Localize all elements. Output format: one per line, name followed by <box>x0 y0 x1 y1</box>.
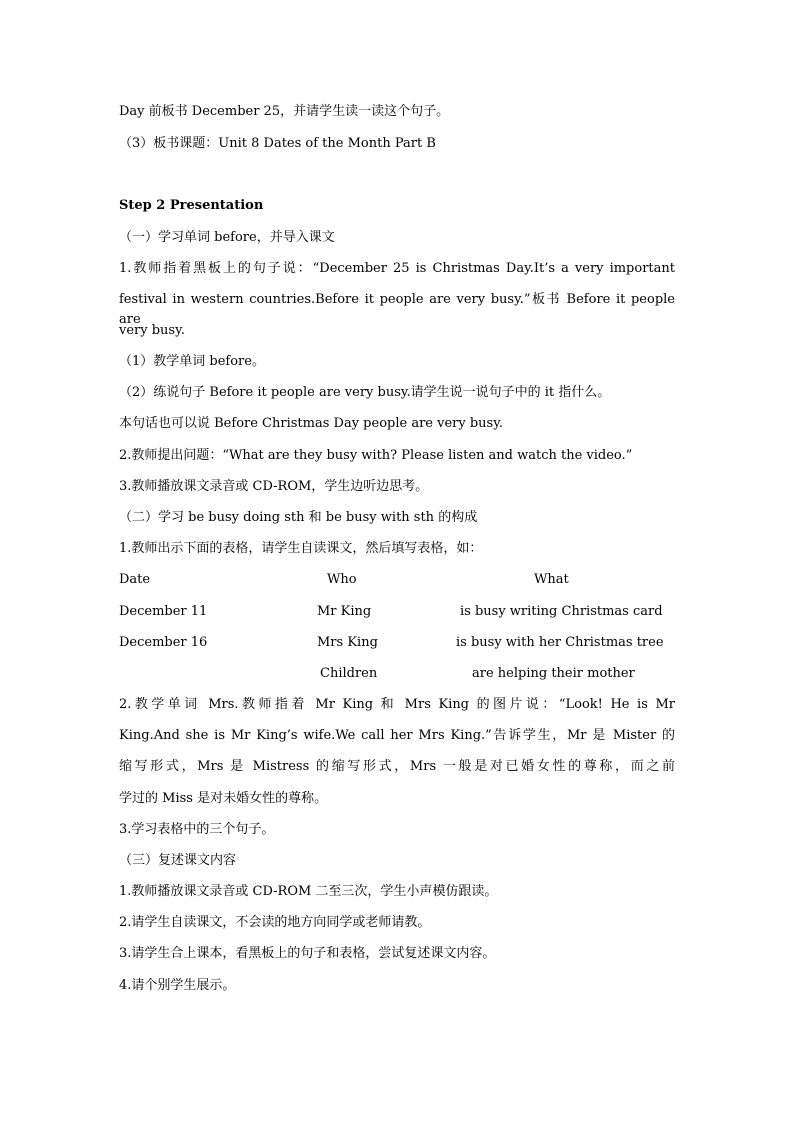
paragraph-line: Day 前板书 December 25，并请学生读一读这个句子。 <box>119 104 450 119</box>
paragraph-line: 缩写形式，Mrs 是 Mistress 的缩写形式，Mrs 一般是对已婚女性的尊称，而之前 <box>119 759 675 774</box>
paragraph-line: 4.请个别学生展示。 <box>119 978 236 993</box>
paragraph-line: 学过的 Miss 是对未婚女性的尊称。 <box>119 791 328 806</box>
paragraph-line: 2.请学生自读课文，不会读的地方向同学或老师请教。 <box>119 915 431 930</box>
table-cell: is busy with her Christmas tree <box>456 635 664 650</box>
paragraph-line: 1.教师播放课文录音或 CD-ROM 二至三次，学生小声模仿跟读。 <box>119 884 498 899</box>
table-header-who: Who <box>327 572 357 587</box>
paragraph-line: 3.学习表格中的三个句子。 <box>119 822 275 837</box>
table-cell: Children <box>320 666 378 681</box>
subsection-heading: （三）复述课文内容 <box>119 853 237 868</box>
paragraph-line: King.And she is Mr King’s wife.We call her Mrs King.”告诉学生，Mr 是 Mister 的 <box>119 728 675 743</box>
section-heading: Step 2 Presentation <box>119 198 264 213</box>
table-header-what: What <box>534 572 569 587</box>
paragraph-line: very busy. <box>119 323 185 338</box>
table-cell: are helping their mother <box>472 666 635 681</box>
table-cell: is busy writing Christmas card <box>460 604 663 619</box>
subsection-heading: （一）学习单词 before，并导入课文 <box>119 230 335 245</box>
table-cell: Mrs King <box>317 635 378 650</box>
paragraph-line: （1）教学单词 before。 <box>119 354 265 369</box>
paragraph-line: 1.教师出示下面的表格，请学生自读课文，然后填写表格，如： <box>119 541 483 556</box>
table-header-date: Date <box>119 572 151 587</box>
paragraph-line: 3.请学生合上课本，看黑板上的句子和表格，尝试复述课文内容。 <box>119 946 496 961</box>
paragraph-line: 本句话也可以说 Before Christmas Day people are very busy. <box>119 416 503 431</box>
table-cell: December 16 <box>119 635 208 650</box>
paragraph-line: festival in western countries.Before it people are very busy.”板书 Before it people are <box>119 292 675 327</box>
paragraph-line: 2.教学单词 Mrs.教师指着 Mr King 和 Mrs King 的图片说：“Look! He is Mr <box>119 697 675 712</box>
paragraph-line: （2）练说句子 Before it people are very busy.请学生说一说句子中的 it 指什么。 <box>119 385 611 400</box>
table-cell: December 11 <box>119 604 208 619</box>
paragraph-line: 3.教师播放课文录音或 CD-ROM，学生边听边思考。 <box>119 479 429 494</box>
paragraph-line: （3）板书课题：Unit 8 Dates of the Month Part B <box>119 136 436 151</box>
subsection-heading: （二）学习 be busy doing sth 和 be busy with sth 的构成 <box>119 510 478 525</box>
paragraph-line: 1.教师指着黑板上的句子说：“December 25 is Christmas Day.It’s a very important <box>119 261 675 276</box>
table-cell: Mr King <box>317 604 372 619</box>
paragraph-line: 2.教师提出问题：“What are they busy with? Please listen and watch the video.” <box>119 448 633 463</box>
